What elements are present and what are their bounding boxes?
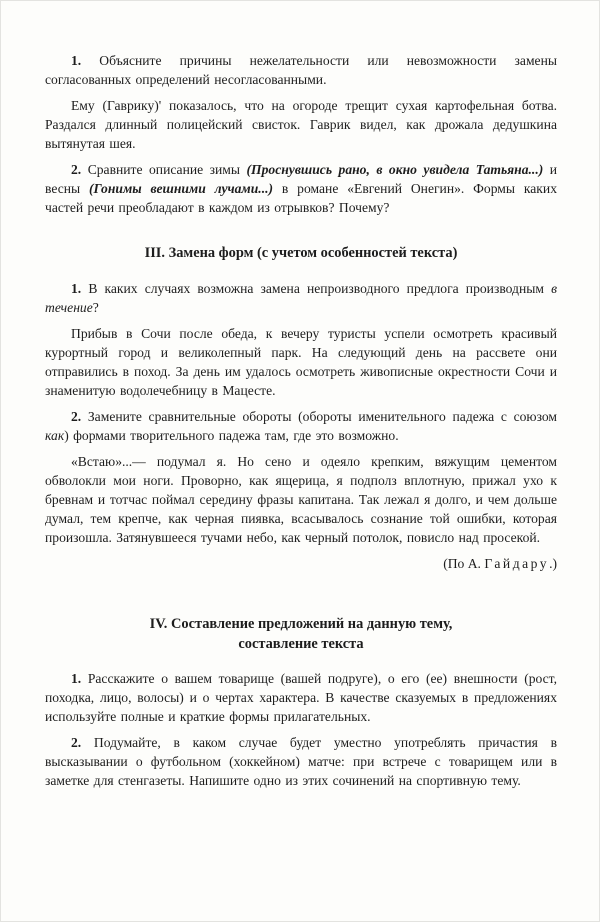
text-segment: составление текста — [238, 635, 364, 652]
text-segment: IV. Составление предложений на данную тему, — [149, 616, 453, 633]
text-segment: 1. — [71, 53, 100, 68]
text-segment: 2. — [71, 735, 94, 751]
text-segment: ) формами творительного падежа там, где это возможно. — [64, 427, 399, 443]
text-segment: III. Замена форм (с учетом особенностей текста) — [144, 245, 458, 262]
example-paragraph-sochi — [45, 324, 557, 400]
text-segment: в течение — [45, 280, 557, 315]
example-paragraph-gavrik — [45, 96, 557, 153]
text-segment: 1. — [71, 280, 89, 296]
text-segment: Подумайте, в каком случае будет уместно употреблять причастия в высказывании о футбольном (хоккейном) матче: при встрече с товарищем или в заметке для стенгазеты. Напишите одно из этих сочинений на спортивную тему. — [45, 735, 557, 789]
example-paragraph-gaidar — [45, 452, 557, 547]
text-segment: «Встаю»...— подумал я. Но сено и одеяло крепким, вяжущим цементом обволокли мои ноги. Проворно, как ящерица, я подполз вплотную, прижал ухо к бревнам и тотчас поймал середину фразы капитана. Так лежал я долго, и чем дольше думал, тем крепче, как черная пиявка, всасывалось сознание той ошибки, которая произошла. Затянувшееся тучами небо, как черный потолок, повисло над просекой. — [45, 453, 557, 546]
task-item-2 — [45, 160, 557, 217]
task-item-1 — [45, 51, 557, 89]
text-segment: .) — [549, 556, 557, 572]
text-segment: Гайдару — [484, 556, 550, 572]
text-segment: в романе «Евгений Онегин». Формы каких частей речи преобладают в каждом из отрывков? Почему? — [45, 181, 557, 216]
section3-task-item-1 — [45, 279, 557, 317]
author-attribution — [45, 554, 557, 573]
section3-task-item-2 — [45, 407, 557, 445]
text-segment: Сравните описание зимы — [87, 162, 247, 178]
text-segment: (Гонимы вешними лучами...) — [89, 181, 274, 197]
text-segment: и весны — [45, 162, 558, 197]
text-segment: 1. — [71, 671, 88, 686]
text-segment: Прибыв в Сочи после обеда, к вечеру туристы успели осмотреть красивый курортный город и великолепный парк. На следующий день на рассвете они отправились в поход. За день им удалось осмотреть живописные окрестности Сочи и знаменитую водолечебницу в Мацесте. — [45, 325, 557, 398]
section-heading-iv — [45, 615, 557, 654]
text-segment: (По А. — [443, 556, 485, 572]
text-segment: Замените сравнительные обороты (обороты именительного падежа с союзом — [87, 408, 557, 424]
document-body — [45, 51, 557, 790]
section4-task-item-1 — [45, 669, 557, 726]
text-segment: 2. — [71, 408, 88, 424]
text-segment: Расскажите о вашем товарище (вашей подруге), о его (ее) внешности (рост, походка, лицо, волосы) и о чертах характера. В качестве сказуемых в предложениях используйте полные и краткие формы прилагательных. — [45, 671, 557, 725]
section4-task-item-2 — [45, 733, 557, 790]
text-segment: ? — [92, 299, 99, 315]
text-segment: Ему (Гаврику)' показалось, что на огороде трещит сухая картофельная ботва. Раздался длинный полицейский свисток. Гаврик видел, как дрожала дедушкина вытянутая шея. — [45, 98, 557, 152]
text-segment: 2. — [71, 162, 88, 178]
text-segment: как — [45, 427, 65, 443]
section-heading-iii — [45, 244, 557, 263]
text-segment: В каких случаях возможна замена непроизводного предлога производным — [88, 280, 552, 296]
text-segment: (Проснувшись рано, в окно увидела Татьяна...) — [246, 162, 544, 178]
text-segment: Объясните причины нежелательности или невозможности замены согласованных определений несогласованными. — [45, 53, 558, 88]
